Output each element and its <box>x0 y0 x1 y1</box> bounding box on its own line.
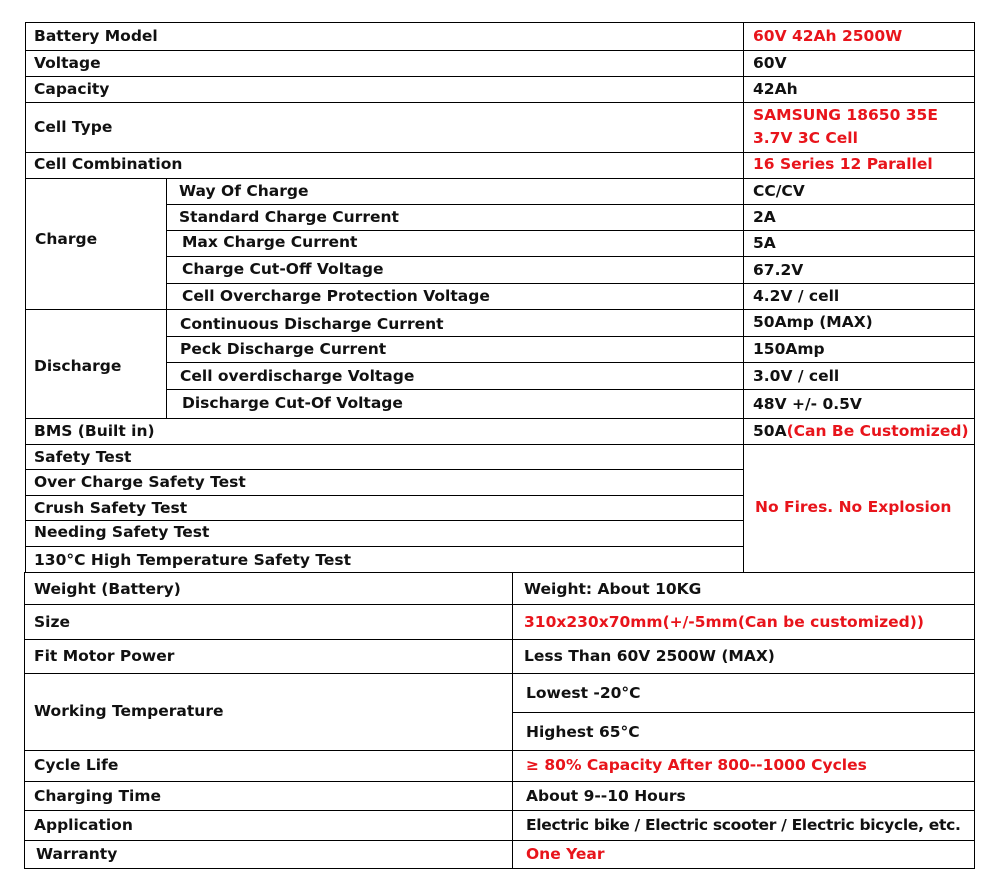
bms-value-cell <box>753 422 969 440</box>
border-line <box>25 520 743 521</box>
charge-row-value: 67.2V <box>753 261 804 279</box>
border-line <box>25 444 975 445</box>
warranty-label: Warranty <box>36 845 118 863</box>
bms-customize-note: (Can Be Customized) <box>786 422 969 440</box>
border-line <box>166 178 167 418</box>
weight-value: Weight: About 10KG <box>524 580 702 598</box>
border-line <box>974 22 975 869</box>
border-line <box>25 309 975 310</box>
discharge-group-label: Discharge <box>34 357 122 375</box>
border-line <box>24 840 975 841</box>
capacity-label: Capacity <box>34 80 110 98</box>
discharge-row-label: Peck Discharge Current <box>180 340 387 358</box>
charge-row-value: CC/CV <box>753 182 805 200</box>
cycle-life-value: ≥ 80% Capacity After 800--1000 Cycles <box>526 756 867 774</box>
charge-row-value: 2A <box>753 208 776 226</box>
border-line <box>25 495 743 496</box>
charge-row-value: 4.2V / cell <box>753 287 840 305</box>
charge-row-label: Way Of Charge <box>179 182 309 200</box>
border-line <box>166 204 975 205</box>
border-line <box>24 572 975 573</box>
discharge-row-label: Continuous Discharge Current <box>180 315 444 333</box>
charge-row-label: Max Charge Current <box>182 233 358 251</box>
cell-type-label: Cell Type <box>34 118 113 136</box>
cell-combination-label: Cell Combination <box>34 155 183 173</box>
discharge-row-value: 150Amp <box>753 340 825 358</box>
cell-type-value-line1: SAMSUNG 18650 35E <box>753 106 938 124</box>
working-temperature-label: Working Temperature <box>34 702 224 720</box>
charge-row-label: Charge Cut-Off Voltage <box>182 260 384 278</box>
discharge-row-label: Discharge Cut-Of Voltage <box>182 394 403 412</box>
cycle-life-label: Cycle Life <box>34 756 119 774</box>
border-line <box>24 572 25 869</box>
border-line <box>166 283 975 284</box>
voltage-value: 60V <box>753 54 787 72</box>
border-line <box>24 750 975 751</box>
border-line <box>24 810 975 811</box>
charging-time-value: About 9--10 Hours <box>526 787 686 805</box>
safety-test-label: Needing Safety Test <box>34 523 210 541</box>
charge-row-label: Cell Overcharge Protection Voltage <box>182 287 490 305</box>
bms-value: 50A <box>753 422 787 440</box>
safety-test-label: Crush Safety Test <box>34 499 188 517</box>
voltage-label: Voltage <box>34 54 101 72</box>
charging-time-label: Charging Time <box>34 787 161 805</box>
border-line <box>25 102 975 103</box>
border-line <box>25 418 975 419</box>
safety-test-label: Over Charge Safety Test <box>34 473 246 491</box>
discharge-row-label: Cell overdischarge Voltage <box>180 367 415 385</box>
border-line <box>25 178 975 179</box>
border-line <box>166 389 975 390</box>
border-line <box>25 76 975 77</box>
fit-motor-power-label: Fit Motor Power <box>34 647 175 665</box>
border-line <box>24 604 975 605</box>
border-line <box>166 336 975 337</box>
border-line <box>166 230 975 231</box>
border-line <box>24 868 975 869</box>
border-line <box>512 712 975 713</box>
warranty-value: One Year <box>526 845 605 863</box>
fit-motor-power-value: Less Than 60V 2500W (MAX) <box>524 647 775 665</box>
safety-result: No Fires. No Explosion <box>755 498 952 516</box>
discharge-row-value: 48V +/- 0.5V <box>753 395 862 413</box>
capacity-value: 42Ah <box>753 80 798 98</box>
bms-label: BMS (Built in) <box>34 422 155 440</box>
charge-group-label: Charge <box>35 230 98 248</box>
discharge-row-value: 3.0V / cell <box>753 367 840 385</box>
battery-model-value: 60V 42Ah 2500W <box>753 27 903 45</box>
charge-row-value: 5A <box>753 234 776 252</box>
border-line <box>25 50 975 51</box>
working-temperature-highest: Highest 65°C <box>526 723 640 741</box>
weight-label: Weight (Battery) <box>34 580 181 598</box>
cell-combination-value: 16 Series 12 Parallel <box>753 155 933 173</box>
border-line <box>166 362 975 363</box>
border-line <box>512 572 513 869</box>
battery-model-label: Battery Model <box>34 27 158 45</box>
border-line <box>24 781 975 782</box>
discharge-row-value: 50Amp (MAX) <box>753 313 873 331</box>
border-line <box>25 22 975 23</box>
charge-row-label: Standard Charge Current <box>179 208 399 226</box>
application-value: Electric bike / Electric scooter / Electric bicycle, etc. <box>526 816 961 834</box>
border-line <box>25 152 975 153</box>
cell-type-value-line2: 3.7V 3C Cell <box>753 129 858 147</box>
size-label: Size <box>34 613 71 631</box>
border-line <box>25 469 743 470</box>
size-value: 310x230x70mm(+/-5mm(Can be customized)) <box>524 613 924 631</box>
application-label: Application <box>34 816 133 834</box>
border-line <box>25 546 743 547</box>
border-line <box>25 22 26 572</box>
border-line <box>24 673 975 674</box>
border-line <box>24 639 975 640</box>
border-line <box>166 256 975 257</box>
border-line <box>743 22 744 572</box>
safety-test-label: 130°C High Temperature Safety Test <box>34 551 352 569</box>
working-temperature-lowest: Lowest -20°C <box>526 684 641 702</box>
safety-test-label: Safety Test <box>34 448 132 466</box>
